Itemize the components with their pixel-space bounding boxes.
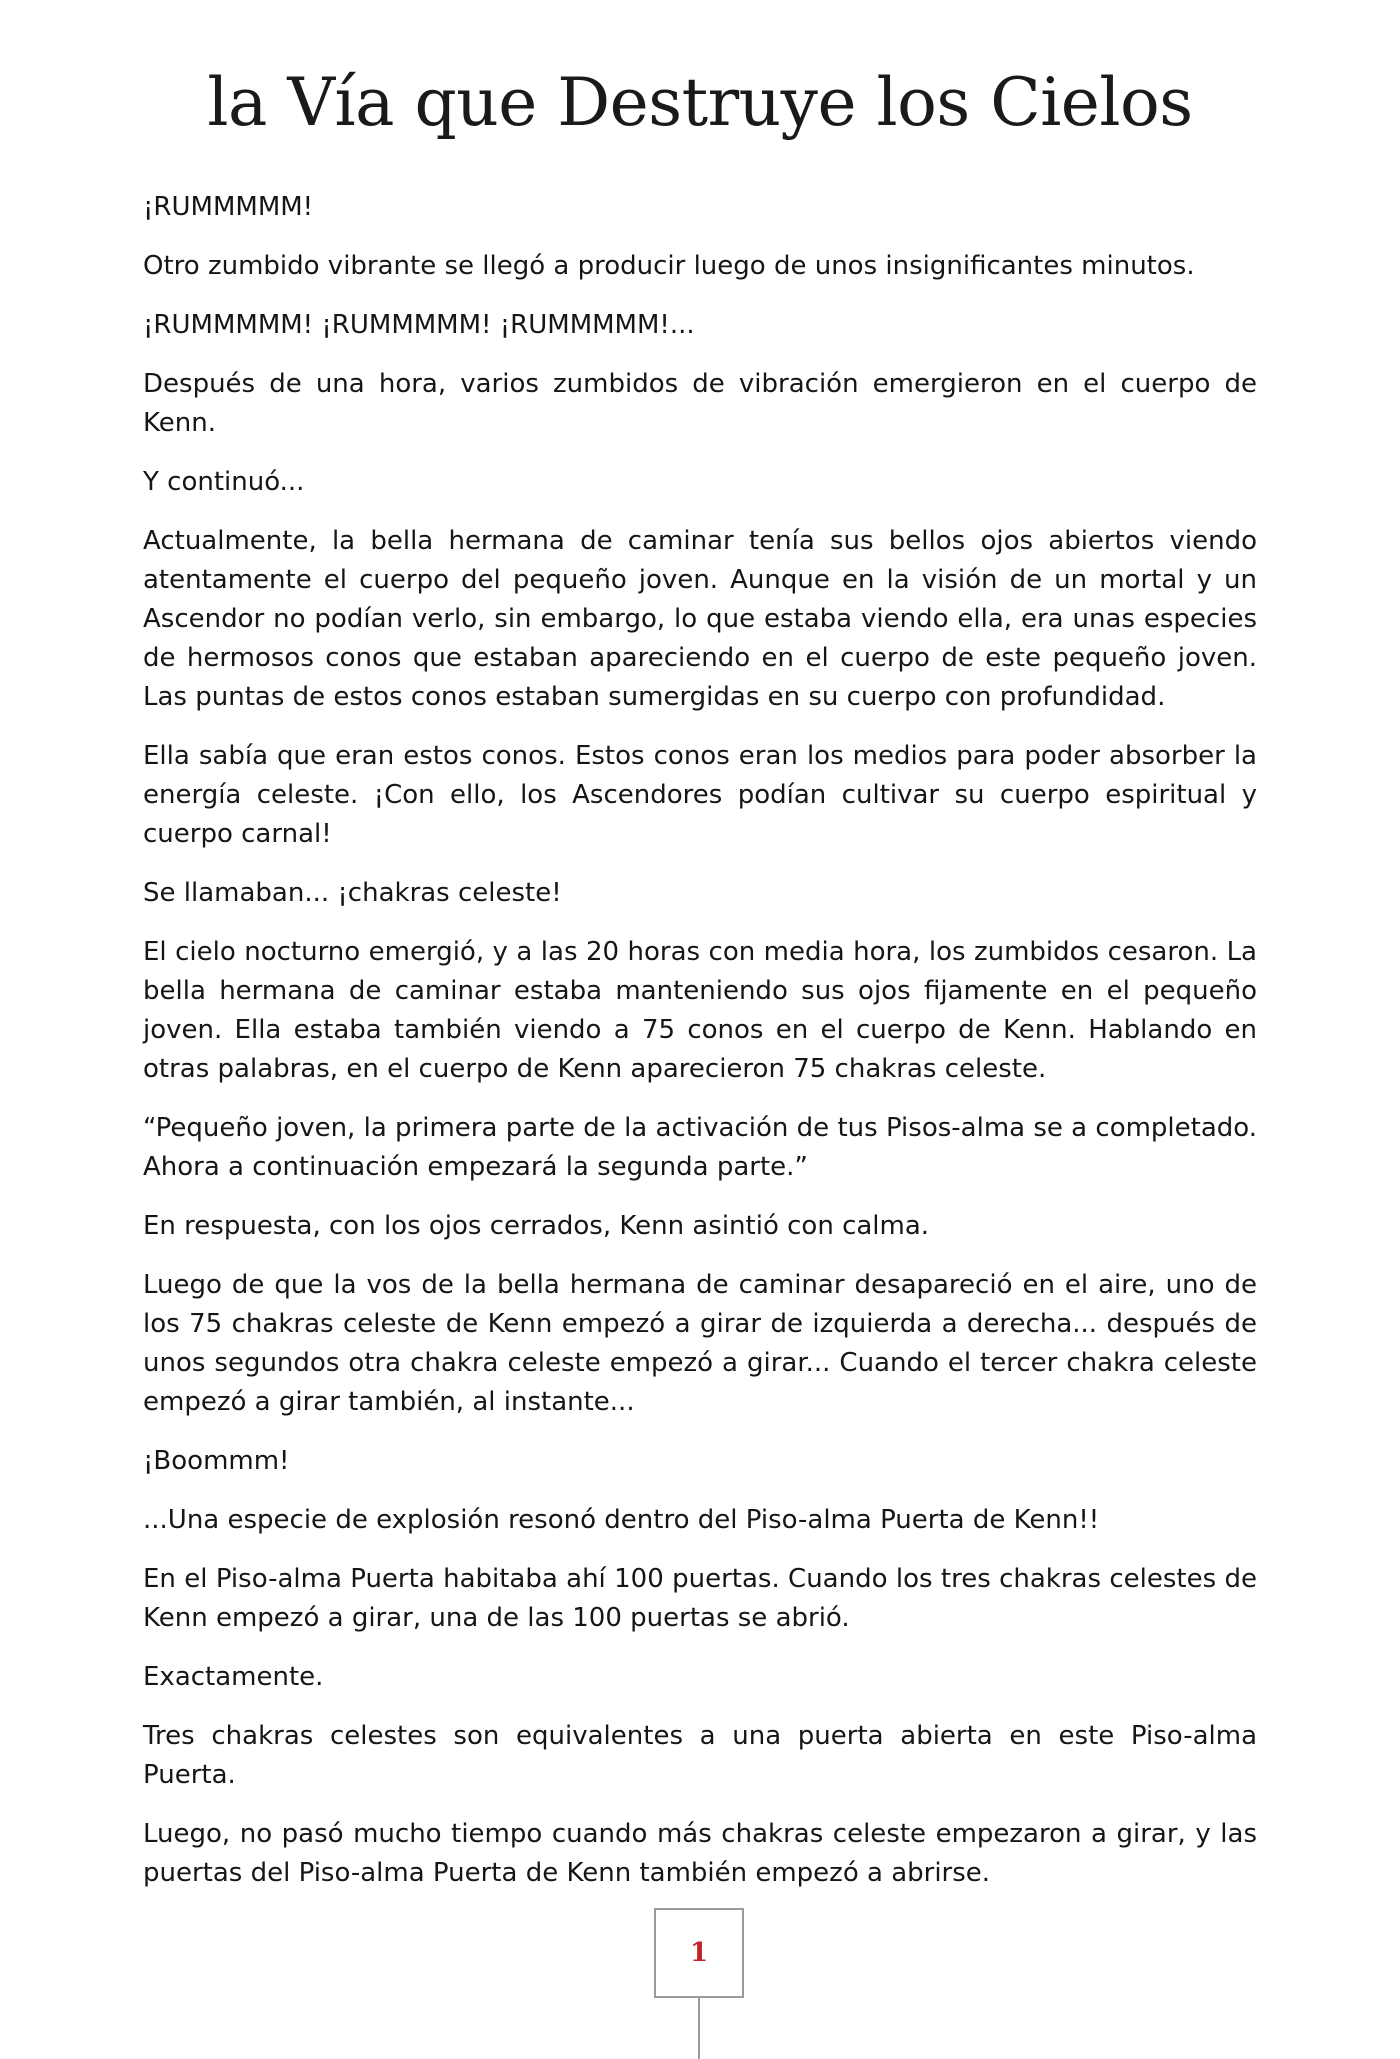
- page-number-box: [654, 1908, 744, 1998]
- paragraph: En el Piso-alma Puerta habitaba ahí 100 puertas. Cuando los tres chakras celestes de Kenn empezó a girar, una de las 100 puertas se abrió.: [143, 1564, 1257, 1633]
- paragraph: Otro zumbido vibrante se llegó a producir luego de unos insignificantes minutos.: [143, 251, 1195, 281]
- paragraph: Después de una hora, varios zumbidos de vibración emergieron en el cuerpo de Kenn.: [143, 369, 1257, 438]
- paragraph: ¡RUMMMMM! ¡RUMMMMM! ¡RUMMMMM!...: [143, 310, 695, 340]
- paragraph: “Pequeño joven, la primera parte de la activación de tus Pisos-alma se a completado. Ahora a continuación empezará la segunda parte.”: [143, 1113, 1257, 1182]
- page-number-connector-line: [698, 1998, 700, 2059]
- body-text: [143, 188, 1257, 1913]
- paragraph: Luego, no pasó mucho tiempo cuando más chakras celeste empezaron a girar, y las puertas del Piso-alma Puerta de Kenn también empezó a abrirse.: [143, 1819, 1257, 1888]
- page-number: 1: [689, 1938, 709, 1968]
- paragraph: ...Una especie de explosión resonó dentro del Piso-alma Puerta de Kenn!!: [143, 1505, 1100, 1535]
- paragraph: Tres chakras celestes son equivalentes a una puerta abierta en este Piso-alma Puerta.: [143, 1721, 1257, 1790]
- paragraph: Se llamaban... ¡chakras celeste!: [143, 878, 562, 908]
- page-title: la Vía que Destruye los Cielos: [207, 64, 1193, 141]
- paragraph: Actualmente, la bella hermana de caminar tenía sus bellos ojos abiertos viendo atentamente el cuerpo del pequeño joven. Aunque en la visión de un mortal y un Ascendor no podían verlo, sin embargo, lo que estaba viendo ella, era unas especies de hermosos conos que estaban apareciendo en el cuerpo de este pequeño joven. Las puntas de estos conos estaban sumergidas en su cuerpo con profundidad.: [143, 526, 1257, 712]
- paragraph: El cielo nocturno emergió, y a las 20 horas con media hora, los zumbidos cesaron. La bella hermana de caminar estaba manteniendo sus ojos fijamente en el pequeño joven. Ella estaba también viendo a 75 conos en el cuerpo de Kenn. Hablando en otras palabras, en el cuerpo de Kenn aparecieron 75 chakras celeste.: [143, 937, 1257, 1084]
- paragraph: En respuesta, con los ojos cerrados, Kenn asintió con calma.: [143, 1211, 930, 1241]
- paragraph: Ella sabía que eran estos conos. Estos conos eran los medios para poder absorber la energía celeste. ¡Con ello, los Ascendores podían cultivar su cuerpo espiritual y cuerpo carnal!: [143, 741, 1257, 849]
- paragraph: ¡Boommm!: [143, 1446, 290, 1476]
- paragraph: Luego de que la vos de la bella hermana de caminar desapareció en el aire, uno de los 75 chakras celeste de Kenn empezó a girar de izquierda a derecha... después de unos segundos otra chakra celeste empezó a girar... Cuando el tercer chakra celeste empezó a girar también, al instante...: [143, 1270, 1257, 1417]
- paragraph: ¡RUMMMMM!: [143, 192, 314, 222]
- paragraph: Y continuó...: [143, 467, 305, 497]
- paragraph: Exactamente.: [143, 1662, 324, 1692]
